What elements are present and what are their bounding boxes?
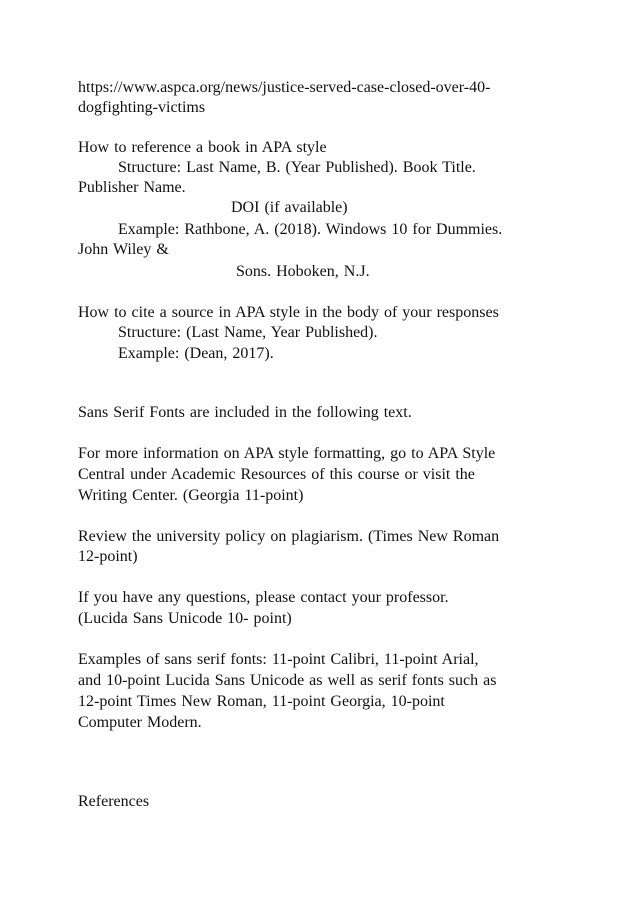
book-example-continuation: John Wiley &	[78, 241, 169, 258]
in-text-citation-heading: How to cite a source in APA style in the body of your responses	[78, 304, 499, 321]
font-examples-line-4: Computer Modern.	[78, 714, 202, 731]
references-heading: References	[78, 793, 150, 810]
book-example-line: Example: Rathbone, A. (2018). Windows 10 for Dummies.	[118, 221, 503, 238]
apa-info-line-3: Writing Center. (Georgia 11-point)	[78, 487, 304, 504]
source-url-line-2: dogfighting-victims	[78, 99, 206, 116]
book-example-publisher: Sons. Hoboken, N.J.	[236, 263, 370, 280]
source-url-line-1: https://www.aspca.org/news/justice-served-case-closed-over-40-	[78, 79, 491, 96]
questions-line-2: (Lucida Sans Unicode 10- point)	[78, 610, 292, 627]
book-structure-doi: DOI (if available)	[231, 199, 348, 216]
book-reference-heading: How to reference a book in APA style	[78, 139, 327, 156]
sans-serif-note: Sans Serif Fonts are included in the following text.	[78, 404, 412, 421]
plagiarism-line-2: 12-point)	[78, 548, 138, 565]
font-examples-line-2: and 10-point Lucida Sans Unicode as well as serif fonts such as	[78, 672, 497, 689]
in-text-example-line: Example: (Dean, 2017).	[118, 345, 274, 362]
questions-line-1: If you have any questions, please contact your professor.	[78, 589, 449, 606]
plagiarism-line-1: Review the university policy on plagiarism. (Times New Roman	[78, 528, 500, 545]
in-text-structure-line: Structure: (Last Name, Year Published).	[118, 324, 378, 341]
apa-info-line-2: Central under Academic Resources of this course or visit the	[78, 466, 475, 483]
book-structure-continuation: Publisher Name.	[78, 179, 186, 196]
book-structure-line: Structure: Last Name, B. (Year Published). Book Title.	[118, 159, 476, 176]
font-examples-line-1: Examples of sans serif fonts: 11-point Calibri, 11-point Arial,	[78, 651, 479, 668]
font-examples-line-3: 12-point Times New Roman, 11-point Georgia, 10-point	[78, 693, 445, 710]
apa-info-line-1: For more information on APA style formatting, go to APA Style	[78, 445, 496, 462]
